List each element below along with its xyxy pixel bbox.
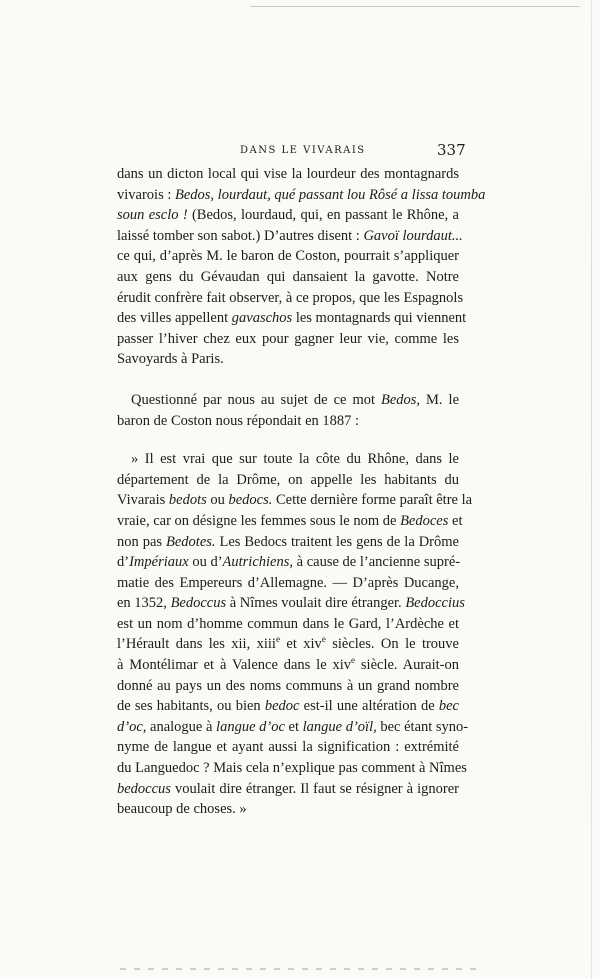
page-number: 337 <box>437 141 466 159</box>
text-line <box>117 614 459 635</box>
text-run: de ses habitants, ou bien <box>117 698 265 715</box>
paragraph-gap <box>117 370 459 390</box>
text-line <box>117 246 459 267</box>
text-run: Vivarais <box>117 492 169 509</box>
text-line <box>117 655 459 676</box>
paragraph-quotation <box>117 449 473 820</box>
text-run: Cette dernière forme paraît être la <box>272 492 473 509</box>
text-run: baron de Coston nous répondait en 1887 : <box>117 412 360 429</box>
italic-text: Autrichiens, <box>222 554 294 571</box>
paragraph-gap <box>117 431 459 449</box>
italic-text: bec <box>438 698 459 715</box>
text-run: les montagnards qui viennent <box>292 310 467 327</box>
text-run: à cause de l’ancienne supré- <box>293 554 461 571</box>
text-line <box>117 308 467 329</box>
text-run: laissé tomber son sabot.) D’autres disent : <box>117 227 364 244</box>
italic-text: Bedoccus <box>170 595 227 612</box>
italic-text: Bedotes. <box>166 533 216 550</box>
text-line <box>117 349 459 370</box>
text-run: (Bedos, lourdaud, qui, en passant le Rhône, a <box>187 207 459 224</box>
text-run: vraie, car on désigne les femmes sous le nom de <box>117 512 401 529</box>
text-run: et <box>448 512 463 529</box>
text-line <box>117 226 463 247</box>
paragraph-dicton <box>117 164 486 370</box>
text-run: non pas <box>117 533 166 550</box>
text-line <box>117 532 459 553</box>
text-run: du Languedoc ? Mais cela n’explique pas comment à Nîmes <box>117 760 467 777</box>
text-run: d’ <box>117 554 130 571</box>
text-run: » Il est vrai que sur toute la côte du Rhône, dans le <box>131 451 459 468</box>
text-line <box>117 267 459 288</box>
running-header: DANS LE VIVARAIS <box>240 145 366 156</box>
text-run: bec étant syno- <box>376 718 469 735</box>
text-line <box>117 717 469 738</box>
text-run: beaucoup de choses. » <box>117 801 247 818</box>
text-run: analogue à <box>146 718 217 735</box>
text-run: l’Hérault dans les xii, xiii <box>117 636 276 653</box>
top-edge-rule <box>250 6 580 7</box>
text-line <box>117 737 459 758</box>
text-run: est-il une altération de <box>299 698 439 715</box>
text-run: dans un dicton local qui vise la lourdeur des montagnards <box>117 166 459 182</box>
page-edge <box>591 0 592 979</box>
text-line <box>117 288 464 309</box>
text-run: Les Bedocs traitent les gens de la Drôme <box>215 533 459 550</box>
superscript: e <box>275 634 280 645</box>
text-line <box>117 470 459 491</box>
text-line <box>117 799 459 820</box>
text-line <box>117 593 465 614</box>
bottom-edge-marks <box>120 968 480 970</box>
text-line <box>117 449 459 470</box>
text-run: vivarois : <box>117 186 175 203</box>
superscript: e <box>321 634 326 645</box>
text-line <box>117 205 459 226</box>
italic-text: bedocs. <box>228 492 273 509</box>
italic-text: bedoccus <box>117 780 171 797</box>
italic-text: d’oc, <box>117 718 147 735</box>
italic-text: Bedoces <box>400 512 449 529</box>
text-run: M. le <box>420 391 460 408</box>
paragraph-question <box>117 390 459 431</box>
italic-text: Impériaux <box>129 554 189 571</box>
text-run: à Montélimar et à Valence dans le xiv <box>117 657 352 674</box>
italic-text: soun esclo ! <box>117 207 188 224</box>
italic-text: Bedoccius <box>405 595 465 612</box>
italic-text: Gavoï lourdaut... <box>363 227 463 244</box>
italic-text: langue d’oïl, <box>302 718 377 735</box>
text-run: est un nom d’homme commun dans le Gard, l’Ardèche et <box>117 615 459 632</box>
text-run: nyme de langue et ayant aussi la signification : extrémité <box>117 739 459 756</box>
text-run: siècles. On le trouve <box>325 636 459 653</box>
text-run: en 1352, <box>117 595 171 612</box>
text-run: à Nîmes voulait dire étranger. <box>226 595 406 612</box>
text-line <box>117 758 467 779</box>
text-run: Savoyards à Paris. <box>117 351 224 368</box>
text-run: ou <box>206 492 229 509</box>
text-run: donné au pays un des noms communs à un grand nombre <box>117 677 459 694</box>
text-line <box>117 185 486 206</box>
text-run: et <box>284 718 303 735</box>
superscript: e <box>351 655 356 666</box>
italic-text: gavaschos <box>231 310 293 327</box>
text-line <box>117 676 459 697</box>
text-line <box>117 164 459 185</box>
text-line <box>117 573 459 594</box>
text-line <box>117 696 459 717</box>
text-run: voulait dire étranger. Il faut se résigner à ignorer <box>170 780 459 797</box>
text-run: siècle. Aurait-on <box>355 657 459 674</box>
text-run: département de la Drôme, on appelle les habitants du <box>117 471 459 488</box>
text-line <box>117 490 473 511</box>
text-run: ou d’ <box>188 554 223 571</box>
text-run: érudit confrère fait observer, à ce propos, que les Espagnols <box>117 289 464 306</box>
italic-text: Bedos, lourdaut, qué passant lou Rôsé a lissa toumba <box>175 186 486 203</box>
text-line <box>117 329 459 350</box>
text-run: des villes appellent <box>117 310 232 327</box>
italic-text: bedots <box>168 492 207 509</box>
italic-text: langue d’oc <box>216 718 285 735</box>
text-line <box>117 552 459 573</box>
text-run: Questionné par nous au sujet de ce mot <box>131 391 381 408</box>
text-line <box>117 634 459 655</box>
text-run: ce qui, d’après M. le baron de Coston, pourrait s’appliquer <box>117 248 459 265</box>
text-line <box>117 779 459 800</box>
text-line <box>117 511 463 532</box>
italic-text: bedoc <box>264 698 300 715</box>
italic-text: Bedos, <box>381 391 421 408</box>
text-run: passer l’hiver chez eux pour gagner leur vie, comme les <box>117 330 459 347</box>
text-run: matie des Empereurs d’Allemagne. — D’après Ducange, <box>117 574 459 591</box>
body-text <box>117 164 486 820</box>
text-run: aux gens du Gévaudan qui dansaient la gavotte. Notre <box>117 268 459 285</box>
text-line <box>117 390 459 411</box>
text-line <box>117 411 459 432</box>
text-run: et xiv <box>279 636 322 653</box>
